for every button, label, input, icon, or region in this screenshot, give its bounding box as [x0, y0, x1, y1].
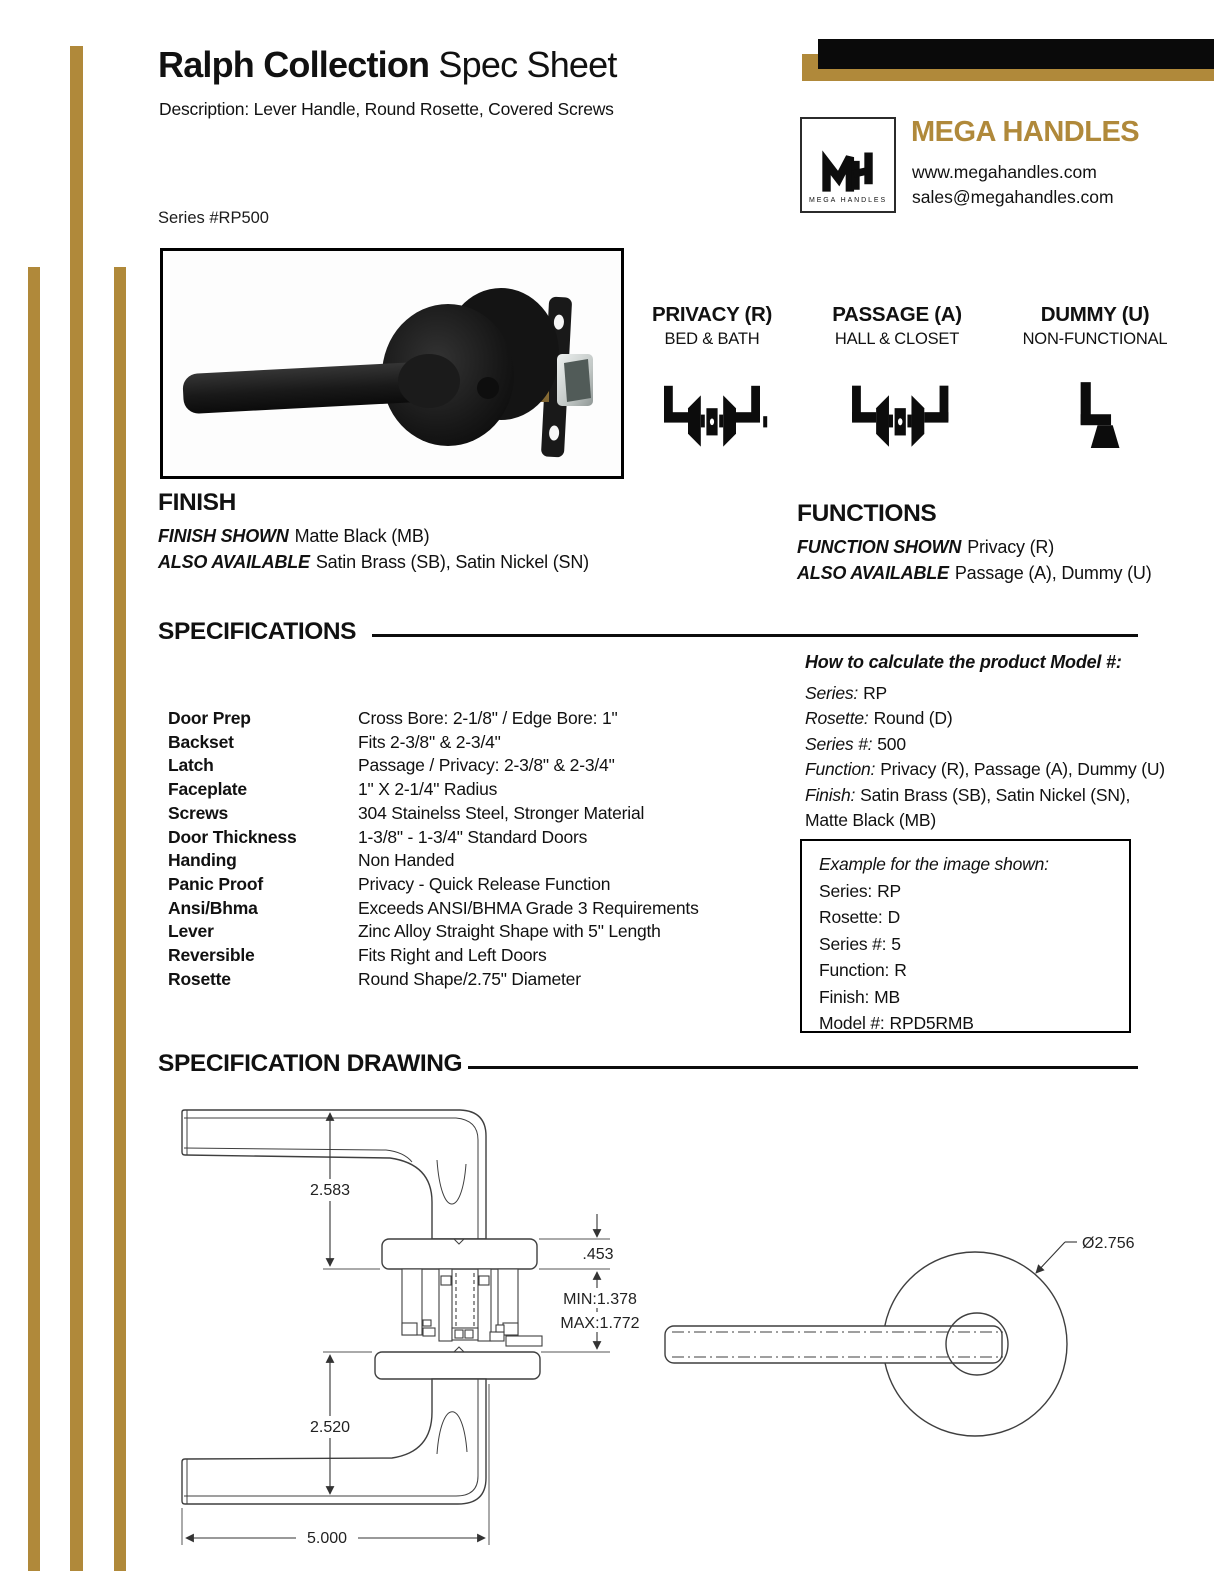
spec-label: Screws: [168, 802, 229, 823]
top-lever-outline: [182, 1110, 486, 1239]
dim-length: 5.000: [306, 1530, 348, 1547]
calc-line: Finish: Satin Brass (SB), Satin Nickel (SN), Matte Black (MB): [805, 784, 1131, 831]
table-row: [168, 873, 699, 897]
gold-bar-center: [70, 46, 83, 1571]
spec-label: Reversible: [168, 945, 255, 966]
spec-value: Fits 2-3/8" & 2-3/4": [358, 731, 501, 752]
model-example-box: [800, 839, 1131, 1033]
product-photo-frame: [160, 248, 624, 479]
specifications-heading: SPECIFICATIONS: [158, 618, 357, 645]
mh-monogram-icon: [820, 149, 876, 197]
passage-lockset-icon: [844, 375, 950, 467]
spec-label: Door Thickness: [168, 826, 297, 847]
function-dummy-subtitle: NON-FUNCTIONAL: [1022, 330, 1168, 348]
bottom-lever-outline: [182, 1379, 486, 1504]
calc-line: Function: Privacy (R), Passage (A), Dummy (U): [805, 759, 1165, 780]
example-line: Finish: MB: [819, 986, 901, 1007]
functions-shown-label: FUNCTION SHOWN: [797, 537, 962, 557]
dim-bottom-height: 2.520: [309, 1419, 351, 1436]
example-heading: Example for the image shown:: [819, 854, 1049, 874]
specifications-table: [168, 707, 699, 991]
table-row: [168, 897, 699, 921]
drawing-heading: SPECIFICATION DRAWING: [158, 1050, 463, 1077]
table-row: [168, 754, 699, 778]
calc-line: Series #: 500: [805, 733, 906, 754]
lever-neck: [398, 354, 460, 408]
page-title-bold: Ralph Collection: [158, 44, 430, 85]
spec-label: Door Prep: [168, 708, 251, 728]
functions-available-label: ALSO AVAILABLE: [797, 563, 949, 583]
spec-value: Zinc Alloy Straight Shape with 5" Length: [358, 921, 661, 942]
dim-rosette-thickness: .453: [582, 1246, 614, 1263]
bottom-rosette: [375, 1352, 540, 1379]
product-description: Description: Lever Handle, Round Rosette, Covered Screws: [159, 99, 614, 119]
function-dummy-title: DUMMY (U): [1040, 303, 1150, 326]
table-row: [168, 778, 699, 802]
example-line: Model #: RPD5RMB: [819, 1013, 974, 1033]
table-row: [168, 802, 699, 826]
privacy-lockset-icon: [656, 375, 768, 467]
function-privacy-title: PRIVACY (R): [651, 303, 773, 326]
finish-available-value: Satin Brass (SB), Satin Nickel (SN): [315, 552, 589, 572]
spec-value: Privacy - Quick Release Function: [358, 873, 611, 894]
logo-caption: MEGA HANDLES: [808, 197, 888, 204]
function-passage-title: PASSAGE (A): [832, 303, 962, 326]
functions-section: [797, 500, 1152, 586]
brand-logo-box: [800, 117, 896, 213]
specification-drawing: [160, 1092, 1214, 1571]
finish-shown-value: Matte Black (MB): [294, 526, 430, 546]
spec-value: Exceeds ANSI/BHMA Grade 3 Requirements: [358, 897, 699, 918]
series-label: Series #RP500: [158, 209, 269, 227]
dim-top-height: 2.583: [309, 1182, 351, 1199]
brand-website: www.megahandles.com: [912, 162, 1097, 182]
calc-line: Rosette: Round (D): [805, 708, 953, 729]
spec-label: Rosette: [168, 968, 231, 989]
spec-label: Latch: [168, 755, 214, 776]
example-line: Series: RP: [819, 880, 901, 901]
spec-value: 1" X 2-1/4" Radius: [358, 779, 498, 800]
spec-label: Handing: [168, 850, 237, 871]
dim-door-min: MIN:1.378: [563, 1291, 637, 1308]
gold-bar-left: [28, 267, 40, 1571]
spec-value: 1-3/8" - 1-3/4" Standard Doors: [358, 826, 588, 847]
privacy-pin: [477, 377, 499, 399]
example-line: Function: R: [819, 960, 907, 980]
product-photo: [163, 251, 621, 476]
spec-value: Passage / Privacy: 2-3/8" & 2-3/4": [358, 755, 615, 776]
finish-shown-label: FINISH SHOWN: [158, 526, 289, 546]
table-row: [168, 826, 699, 850]
spec-value: Cross Bore: 2-1/8" / Edge Bore: 1": [358, 708, 618, 728]
dim-door-max: MAX:1.772: [560, 1315, 640, 1332]
brand-email: sales@megahandles.com: [912, 187, 1114, 207]
table-row: [168, 731, 699, 755]
specifications-rule: [372, 634, 1138, 637]
table-row: [168, 849, 699, 873]
example-line: Series #: 5: [819, 933, 901, 954]
calc-line: Series: RP: [805, 683, 887, 703]
finish-section: [158, 489, 589, 575]
spec-label: Ansi/Bhma: [168, 897, 258, 918]
function-passage: [797, 303, 997, 472]
spec-label: Panic Proof: [168, 873, 264, 894]
spec-value: Round Shape/2.75" Diameter: [358, 968, 581, 989]
finish-available-label: ALSO AVAILABLE: [158, 552, 310, 572]
spec-value: Fits Right and Left Doors: [358, 945, 547, 966]
function-passage-subtitle: HALL & CLOSET: [834, 330, 960, 348]
functions-heading: FUNCTIONS: [797, 500, 937, 527]
finish-heading: FINISH: [158, 489, 236, 516]
dummy-lever-icon: [1057, 375, 1133, 467]
page-title: [158, 44, 617, 86]
brand-name: MEGA HANDLES: [911, 116, 1140, 148]
dim-diameter: Ø2.756: [1082, 1235, 1135, 1252]
function-dummy: [995, 303, 1195, 472]
table-row: [168, 920, 699, 944]
model-calc-lines: [805, 681, 1177, 833]
table-row: [168, 707, 699, 731]
functions-available-value: Passage (A), Dummy (U): [954, 563, 1152, 583]
function-privacy-subtitle: BED & BATH: [664, 330, 760, 348]
table-row: [168, 944, 699, 968]
latch-bolt: [557, 354, 593, 406]
spec-value: Non Handed: [358, 850, 455, 871]
model-calc-heading: How to calculate the product Model #:: [805, 652, 1122, 672]
example-line: Rosette: D: [819, 907, 901, 927]
gold-bar-right: [114, 267, 126, 1571]
banner-black-bar: [818, 39, 1214, 69]
spec-label: Backset: [168, 731, 234, 752]
function-privacy: [612, 303, 812, 472]
spec-label: Faceplate: [168, 779, 247, 800]
latch-mechanism: [402, 1269, 542, 1352]
table-row: [168, 968, 699, 992]
spec-label: Lever: [168, 921, 214, 942]
functions-shown-value: Privacy (R): [967, 537, 1054, 557]
drawing-rule: [468, 1066, 1138, 1069]
spec-value: 304 Stainelss Steel, Stronger Material: [358, 802, 645, 823]
page-title-rest: Spec Sheet: [429, 44, 617, 85]
